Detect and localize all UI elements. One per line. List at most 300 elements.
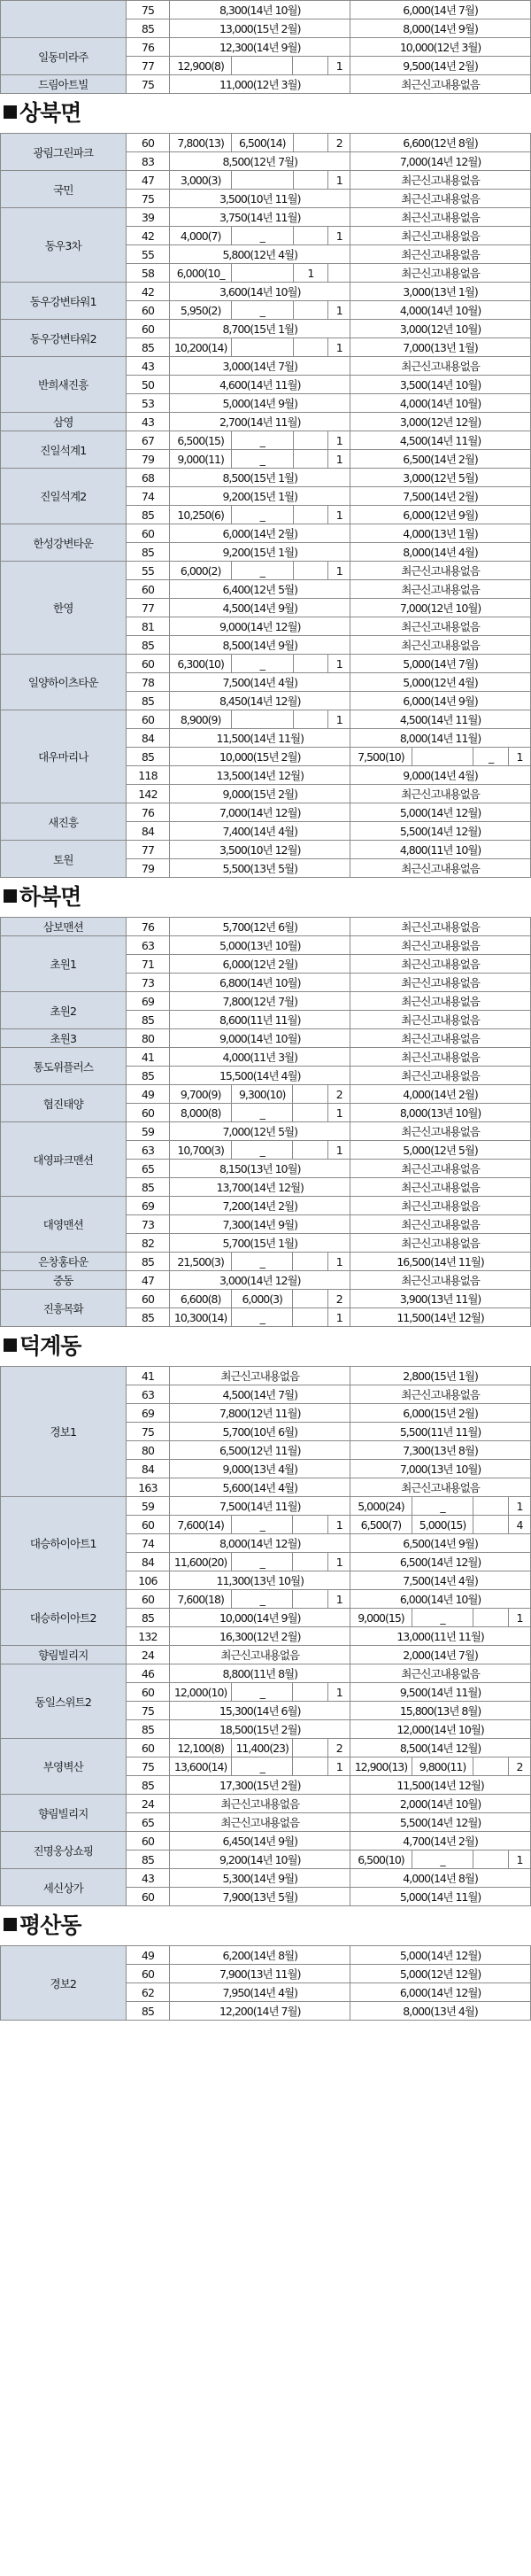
table-row <box>1 1795 531 1813</box>
unit-size: 60 <box>126 524 170 543</box>
section-title: 하북면 <box>19 884 81 910</box>
recent-price-cell <box>293 562 328 580</box>
previous-price-cell: 최근신고내용없음 <box>350 580 531 599</box>
recent-price-cell: 9,000(11) <box>170 450 232 469</box>
previous-price-cell: 8,000(14년 9월) <box>350 19 531 38</box>
previous-price-cell: 5,000(12년 4월) <box>350 673 531 692</box>
previous-price-cell: 최근신고내용없음 <box>350 1011 531 1029</box>
unit-size: 82 <box>126 1234 170 1253</box>
table-row <box>1 1253 531 1271</box>
recent-price-cell <box>293 1757 328 1776</box>
unit-size: 132 <box>126 1627 170 1646</box>
recent-price-cell: 3,000(14년 7월) <box>170 357 350 376</box>
table-row <box>1 320 531 338</box>
complex-name: 중동 <box>1 1271 127 1290</box>
recent-price-cell: 7,500(14년 4월) <box>170 673 350 692</box>
complex-name: 일양하이츠타운 <box>1 655 127 710</box>
price-table <box>0 1366 531 1906</box>
recent-price-cell: 12,200(14년 7월) <box>170 2002 350 2021</box>
recent-price-cell: 최근신고내용없음 <box>170 1813 350 1832</box>
recent-price-cell: 6,400(12년 5월) <box>170 580 350 599</box>
complex-name: 대영맨션 <box>1 1197 127 1253</box>
recent-price-cell: 1 <box>328 1553 350 1571</box>
unit-size: 85 <box>126 1609 170 1627</box>
table-row <box>1 134 531 152</box>
unit-size: 42 <box>126 283 170 301</box>
table-row <box>1 431 531 450</box>
table-row <box>1 1646 531 1664</box>
recent-price-cell <box>293 1683 328 1702</box>
unit-size: 59 <box>126 1497 170 1516</box>
table-row <box>1 208 531 227</box>
unit-size: 60 <box>126 710 170 729</box>
recent-price-cell: 3,500(10년 12월) <box>170 841 350 859</box>
previous-price-cell: 최근신고내용없음 <box>350 936 531 955</box>
previous-price-cell: 최근신고내용없음 <box>350 617 531 636</box>
recent-price-cell: 5,000(13년 10월) <box>170 936 350 955</box>
previous-price-cell: 최근신고내용없음 <box>350 1234 531 1253</box>
recent-price-cell: _ <box>231 1757 293 1776</box>
unit-size: 42 <box>126 227 170 245</box>
price-table <box>0 917 531 1327</box>
recent-price-cell: 8,500(14년 9월) <box>170 636 350 655</box>
previous-price-cell: 15,800(13년 8월) <box>350 1702 531 1720</box>
table-row <box>1 171 531 190</box>
previous-price-cell: 최근신고내용없음 <box>350 562 531 580</box>
recent-price-cell: 1 <box>328 562 350 580</box>
recent-price-cell <box>293 1590 328 1609</box>
previous-price-cell: 1 <box>509 1609 531 1627</box>
recent-price-cell: 6,200(14년 8월) <box>170 1946 350 1965</box>
previous-price-cell: 최근신고내용없음 <box>350 1067 531 1085</box>
unit-size: 84 <box>126 1460 170 1478</box>
recent-price-cell: 1 <box>328 171 350 190</box>
previous-price-cell: 9,800(11) <box>412 1757 473 1776</box>
recent-price-cell: 9,300(10) <box>231 1085 293 1104</box>
previous-price-cell: 9,500(14년 11월) <box>350 1683 531 1702</box>
recent-price-cell: 8,600(11년 11월) <box>170 1011 350 1029</box>
recent-price-cell: 7,000(14년 12월) <box>170 803 350 822</box>
table-row <box>1 1122 531 1141</box>
recent-price-cell <box>293 1085 328 1104</box>
table-row <box>1 1946 531 1965</box>
previous-price-cell: 6,000(15년 2월) <box>350 1404 531 1423</box>
recent-price-cell: 7,000(12년 5월) <box>170 1122 350 1141</box>
previous-price-cell: _ <box>412 1497 473 1516</box>
previous-price-cell: 최근신고내용없음 <box>350 992 531 1011</box>
recent-price-cell: 11,000(12년 3월) <box>170 75 350 94</box>
previous-price-cell: 최근신고내용없음 <box>350 1197 531 1215</box>
unit-size: 85 <box>126 1720 170 1739</box>
table-row <box>1 1497 531 1516</box>
unit-size: 85 <box>126 1308 170 1327</box>
table-row <box>1 357 531 376</box>
previous-price-cell: 3,000(13년 1월) <box>350 283 531 301</box>
previous-price-cell: 5,000(14년 12월) <box>350 1946 531 1965</box>
complex-name: 동우강변타워1 <box>1 283 127 320</box>
previous-price-cell: 6,000(14년 12월) <box>350 1983 531 2002</box>
previous-price-cell <box>473 1851 509 1869</box>
recent-price-cell <box>293 1516 328 1534</box>
previous-price-cell: 4,500(14년 11월) <box>350 431 531 450</box>
section-title: 상북면 <box>19 100 81 126</box>
previous-price-cell <box>473 1757 509 1776</box>
section-square-icon <box>4 1338 17 1352</box>
unit-size: 85 <box>126 1011 170 1029</box>
recent-price-cell: 3,000(14년 12월) <box>170 1271 350 1290</box>
unit-size: 24 <box>126 1646 170 1664</box>
recent-price-cell: 5,300(14년 9월) <box>170 1869 350 1888</box>
recent-price-cell: 10,000(14년 9월) <box>170 1609 350 1627</box>
unit-size: 60 <box>126 655 170 673</box>
previous-price-cell <box>473 1516 509 1534</box>
recent-price-cell: 13,600(14) <box>170 1757 232 1776</box>
recent-price-cell: 7,800(12년 11월) <box>170 1404 350 1423</box>
unit-size: 50 <box>126 376 170 394</box>
recent-price-cell: 7,900(13년 11월) <box>170 1965 350 1983</box>
recent-price-cell: 3,500(10년 11월) <box>170 190 350 208</box>
unit-size: 77 <box>126 57 170 75</box>
recent-price-cell: 1 <box>328 450 350 469</box>
previous-price-cell: _ <box>412 1851 473 1869</box>
previous-price-cell: 3,000(12년 10월) <box>350 320 531 338</box>
recent-price-cell: 7,300(14년 9월) <box>170 1215 350 1234</box>
previous-price-cell: 1 <box>509 1851 531 1869</box>
complex-name: 초원3 <box>1 1029 127 1048</box>
previous-price-cell: 9,000(14년 4월) <box>350 766 531 785</box>
recent-price-cell: 2,700(14년 11월) <box>170 413 350 431</box>
complex-name: 일동미라주 <box>1 38 127 75</box>
previous-price-cell: 4,000(14년 10월) <box>350 301 531 320</box>
table-row <box>1 1869 531 1888</box>
previous-price-cell: 최근신고내용없음 <box>350 357 531 376</box>
recent-price-cell: 7,950(14년 4월) <box>170 1983 350 2002</box>
table-row <box>1 1832 531 1851</box>
previous-price-cell: 5,000(14년 11월) <box>350 1888 531 1906</box>
recent-price-cell: 6,000(2) <box>170 562 232 580</box>
previous-price-cell: 5,500(11년 11월) <box>350 1423 531 1441</box>
previous-price-cell: 7,500(14년 2월) <box>350 487 531 506</box>
recent-price-cell: 10,300(14) <box>170 1308 232 1327</box>
unit-size: 65 <box>126 1813 170 1832</box>
unit-size: 74 <box>126 487 170 506</box>
recent-price-cell: 7,600(18) <box>170 1590 232 1609</box>
complex-name: 진일석계1 <box>1 431 127 469</box>
table-row <box>1 655 531 673</box>
recent-price-cell: _ <box>231 1553 293 1571</box>
unit-size: 85 <box>126 692 170 710</box>
previous-price-cell: 9,000(15) <box>350 1609 412 1627</box>
recent-price-cell <box>293 710 328 729</box>
table-row <box>1 992 531 1011</box>
previous-price-cell: 4,500(14년 11월) <box>350 710 531 729</box>
previous-price-cell: 5,500(14년 12월) <box>350 1813 531 1832</box>
section-square-icon <box>4 105 17 119</box>
unit-size: 24 <box>126 1795 170 1813</box>
previous-price-cell: 12,000(14년 10월) <box>350 1720 531 1739</box>
recent-price-cell: 6,500(12년 11월) <box>170 1441 350 1460</box>
recent-price-cell <box>293 134 328 152</box>
unit-size: 84 <box>126 822 170 841</box>
recent-price-cell: 16,300(12년 2월) <box>170 1627 350 1646</box>
complex-name: 초원2 <box>1 992 127 1029</box>
recent-price-cell: 8,300(14년 10월) <box>170 1 350 19</box>
previous-price-cell: 3,500(14년 10월) <box>350 376 531 394</box>
previous-price-cell: 4,000(14년 2월) <box>350 1085 531 1104</box>
unit-size: 55 <box>126 562 170 580</box>
recent-price-cell: 11,600(20) <box>170 1553 232 1571</box>
price-table <box>0 133 531 878</box>
table-row <box>1 1 531 19</box>
previous-price-cell: _ <box>473 748 509 766</box>
recent-price-cell: _ <box>231 301 293 320</box>
previous-price-cell: 최근신고내용없음 <box>350 1664 531 1683</box>
recent-price-cell: 최근신고내용없음 <box>170 1367 350 1385</box>
recent-price-cell: 6,500(15) <box>170 431 232 450</box>
previous-price-cell: 3,900(13년 11월) <box>350 1290 531 1308</box>
recent-price-cell <box>293 1290 328 1308</box>
unit-size: 58 <box>126 264 170 283</box>
complex-name <box>1 1 127 38</box>
complex-name: 광림그린파크 <box>1 134 127 171</box>
previous-price-cell: 8,000(13년 4월) <box>350 2002 531 2021</box>
table-row <box>1 524 531 543</box>
recent-price-cell: _ <box>231 227 293 245</box>
recent-price-cell: 5,700(15년 1월) <box>170 1234 350 1253</box>
previous-price-cell: 7,300(13년 8월) <box>350 1441 531 1460</box>
unit-size: 73 <box>126 1215 170 1234</box>
recent-price-cell: 6,600(8) <box>170 1290 232 1308</box>
complex-name: 삼영 <box>1 413 127 431</box>
recent-price-cell: 9,200(15년 1월) <box>170 487 350 506</box>
unit-size: 75 <box>126 1 170 19</box>
table-row <box>1 1290 531 1308</box>
recent-price-cell: _ <box>231 655 293 673</box>
recent-price-cell: 7,400(14년 4월) <box>170 822 350 841</box>
recent-price-cell: 10,200(14) <box>170 338 232 357</box>
unit-size: 60 <box>126 1965 170 1983</box>
previous-price-cell: 2,000(14년 10월) <box>350 1795 531 1813</box>
recent-price-cell <box>293 1553 328 1571</box>
previous-price-cell: 7,500(10) <box>350 748 412 766</box>
unit-size: 41 <box>126 1367 170 1385</box>
unit-size: 46 <box>126 1664 170 1683</box>
section-heading <box>0 1906 531 1945</box>
previous-price-cell: 최근신고내용없음 <box>350 636 531 655</box>
recent-price-cell: _ <box>231 506 293 524</box>
unit-size: 69 <box>126 992 170 1011</box>
recent-price-cell: _ <box>231 1590 293 1609</box>
unit-size: 85 <box>126 338 170 357</box>
unit-size: 60 <box>126 320 170 338</box>
complex-name: 대우마리나 <box>1 710 127 803</box>
previous-price-cell: 최근신고내용없음 <box>350 955 531 974</box>
recent-price-cell: 1 <box>328 710 350 729</box>
recent-price-cell: 9,000(14년 12월) <box>170 617 350 636</box>
unit-size: 47 <box>126 171 170 190</box>
recent-price-cell: 9,200(15년 1월) <box>170 543 350 562</box>
recent-price-cell: 최근신고내용없음 <box>170 1646 350 1664</box>
complex-name: 대승하이아트2 <box>1 1590 127 1646</box>
recent-price-cell: 6,500(14) <box>231 134 293 152</box>
recent-price-cell <box>293 171 328 190</box>
recent-price-cell <box>293 1104 328 1122</box>
recent-price-cell <box>293 1141 328 1160</box>
unit-size: 60 <box>126 1290 170 1308</box>
previous-price-cell: 8,000(13년 10월) <box>350 1104 531 1122</box>
recent-price-cell: 18,500(15년 2월) <box>170 1720 350 1739</box>
recent-price-cell: 21,500(3) <box>170 1253 232 1271</box>
unit-size: 76 <box>126 803 170 822</box>
previous-price-cell: 6,000(14년 7월) <box>350 1 531 19</box>
section-heading <box>0 94 531 133</box>
complex-name: 진명웅상쇼핑 <box>1 1832 127 1869</box>
unit-size: 67 <box>126 431 170 450</box>
complex-name: 동우강변타워2 <box>1 320 127 357</box>
unit-size: 63 <box>126 1385 170 1404</box>
unit-size: 75 <box>126 1702 170 1720</box>
previous-price-cell: 8,000(14년 11월) <box>350 729 531 748</box>
recent-price-cell: 1 <box>328 1104 350 1122</box>
recent-price-cell: 8,000(14년 12월) <box>170 1534 350 1553</box>
unit-size: 63 <box>126 1141 170 1160</box>
unit-size: 79 <box>126 450 170 469</box>
unit-size: 69 <box>126 1197 170 1215</box>
recent-price-cell: 3,000(3) <box>170 171 232 190</box>
previous-price-cell: 3,000(12년 12월) <box>350 413 531 431</box>
unit-size: 60 <box>126 301 170 320</box>
recent-price-cell: 9,000(13년 4월) <box>170 1460 350 1478</box>
previous-price-cell: 최근신고내용없음 <box>350 859 531 878</box>
recent-price-cell: 4,000(7) <box>170 227 232 245</box>
table-row <box>1 918 531 936</box>
unit-size: 60 <box>126 580 170 599</box>
unit-size: 76 <box>126 38 170 57</box>
unit-size: 77 <box>126 841 170 859</box>
recent-price-cell: 5,600(14년 4월) <box>170 1478 350 1497</box>
section-title: 평산동 <box>19 1913 81 1938</box>
unit-size: 60 <box>126 1683 170 1702</box>
table-row <box>1 413 531 431</box>
recent-price-cell <box>231 710 293 729</box>
recent-price-cell: 9,700(9) <box>170 1085 232 1104</box>
previous-price-cell: 4,000(14년 10월) <box>350 394 531 413</box>
unit-size: 85 <box>126 1178 170 1197</box>
unit-size: 53 <box>126 394 170 413</box>
unit-size: 79 <box>126 859 170 878</box>
previous-price-cell: 최근신고내용없음 <box>350 785 531 803</box>
recent-price-cell: 최근신고내용없음 <box>170 1795 350 1813</box>
recent-price-cell: 7,500(14년 11월) <box>170 1497 350 1516</box>
previous-price-cell: 6,500(14년 9월) <box>350 1534 531 1553</box>
previous-price-cell: 5,000(15) <box>412 1516 473 1534</box>
recent-price-cell <box>293 301 328 320</box>
complex-name: 경보1 <box>1 1367 127 1497</box>
unit-size: 63 <box>126 936 170 955</box>
recent-price-cell: 9,200(14년 10월) <box>170 1851 350 1869</box>
recent-price-cell: 8,500(12년 7월) <box>170 152 350 171</box>
recent-price-cell <box>293 338 328 357</box>
unit-size: 142 <box>126 785 170 803</box>
previous-price-cell: 1 <box>509 1497 531 1516</box>
unit-size: 55 <box>126 245 170 264</box>
previous-price-cell: 1 <box>509 748 531 766</box>
unit-size: 75 <box>126 1423 170 1441</box>
recent-price-cell: 7,200(14년 2월) <box>170 1197 350 1215</box>
previous-price-cell: 11,500(14년 12월) <box>350 1776 531 1795</box>
recent-price-cell: 7,600(14) <box>170 1516 232 1534</box>
unit-size: 80 <box>126 1441 170 1460</box>
recent-price-cell: 7,800(12년 7월) <box>170 992 350 1011</box>
unit-size: 68 <box>126 469 170 487</box>
recent-price-cell: 12,000(10) <box>170 1683 232 1702</box>
recent-price-cell: 1 <box>328 227 350 245</box>
previous-price-cell: 7,000(12년 10월) <box>350 599 531 617</box>
table-row <box>1 562 531 580</box>
unit-size: 118 <box>126 766 170 785</box>
recent-price-cell: 5,700(10년 6월) <box>170 1423 350 1441</box>
table-row <box>1 936 531 955</box>
recent-price-cell: 12,300(14년 9월) <box>170 38 350 57</box>
unit-size: 85 <box>126 19 170 38</box>
previous-price-cell: 4,700(14년 2월) <box>350 1832 531 1851</box>
recent-price-cell <box>231 264 293 283</box>
recent-price-cell: 10,000(15년 2월) <box>170 748 350 766</box>
recent-price-cell: 2 <box>328 1290 350 1308</box>
previous-price-cell: 5,000(14년 7월) <box>350 655 531 673</box>
previous-price-cell: _ <box>412 1609 473 1627</box>
unit-size: 74 <box>126 1534 170 1553</box>
unit-size: 60 <box>126 1590 170 1609</box>
recent-price-cell: 4,600(14년 11월) <box>170 376 350 394</box>
price-table <box>0 0 531 94</box>
recent-price-cell <box>293 450 328 469</box>
table-row <box>1 1367 531 1385</box>
unit-size: 85 <box>126 506 170 524</box>
unit-size: 83 <box>126 152 170 171</box>
complex-name: 경보2 <box>1 1946 127 2021</box>
previous-price-cell: 5,000(14년 12월) <box>350 803 531 822</box>
recent-price-cell: 8,500(15년 1월) <box>170 469 350 487</box>
complex-name: 국민 <box>1 171 127 208</box>
recent-price-cell <box>293 655 328 673</box>
recent-price-cell: 3,600(14년 10월) <box>170 283 350 301</box>
table-row <box>1 1197 531 1215</box>
unit-size: 60 <box>126 1832 170 1851</box>
recent-price-cell: 4,000(11년 3월) <box>170 1048 350 1067</box>
unit-size: 85 <box>126 748 170 766</box>
recent-price-cell: _ <box>231 1516 293 1534</box>
recent-price-cell: 13,000(15년 2월) <box>170 19 350 38</box>
recent-price-cell: 5,800(12년 4월) <box>170 245 350 264</box>
recent-price-cell <box>231 171 293 190</box>
table-row <box>1 1590 531 1609</box>
recent-price-cell: _ <box>231 1141 293 1160</box>
previous-price-cell: 최근신고내용없음 <box>350 1478 531 1497</box>
recent-price-cell: 1 <box>328 1683 350 1702</box>
recent-price-cell: 15,500(14년 4월) <box>170 1067 350 1085</box>
recent-price-cell: 1 <box>328 301 350 320</box>
complex-name: 진일석계2 <box>1 469 127 524</box>
previous-price-cell: 최근신고내용없음 <box>350 1178 531 1197</box>
unit-size: 41 <box>126 1048 170 1067</box>
previous-price-cell: 2 <box>509 1757 531 1776</box>
recent-price-cell: 1 <box>328 431 350 450</box>
unit-size: 78 <box>126 673 170 692</box>
recent-price-cell: 5,700(12년 6월) <box>170 918 350 936</box>
recent-price-cell: 13,700(14년 12월) <box>170 1178 350 1197</box>
unit-size: 60 <box>126 134 170 152</box>
